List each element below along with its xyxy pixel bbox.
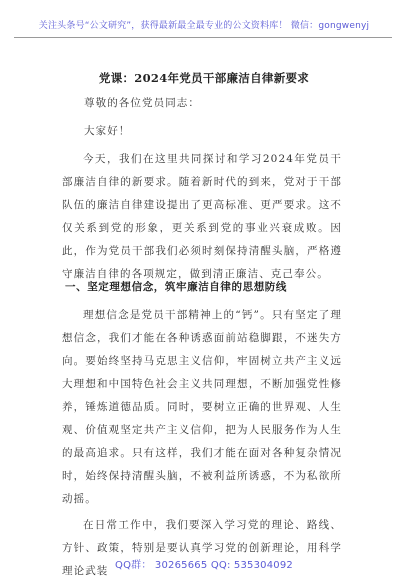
- paragraph-daily-work: 在日常工作中，我们要深入学习党的理论、路线、方针、政策，特别是要认真学习党的创新理论，用科学理论武装: [62, 519, 342, 577]
- header-banner: 关注头条号“公文研究”，获得最新最全最专业的公文资料库！ 微信：gongwenyj: [38, 21, 370, 31]
- paragraph-intro: 今天，我们在这里共同探讨和学习2024年党员干部廉洁自律的新要求。随着新时代的到来，党对于干部队伍的廉洁自律建设提出了更高标准、更严要求。这不仅关系到党的形象，更关系到党的事业兴衰成败。因此，作为党员干部我们必须时刻保持清醒头脑，严格遵守廉洁自律的各项规定，做到清正廉洁、克己奉公。: [62, 153, 342, 280]
- greeting: 大家好！: [84, 125, 131, 137]
- salutation: 尊敬的各位党员同志：: [84, 97, 200, 109]
- document-title: 党课：2024年党员干部廉洁自律新要求: [98, 71, 310, 85]
- header-divider: [14, 37, 392, 38]
- paragraph-ideals: 理想信念是党员干部精神上的“钙”。只有坚定了理想信念，我们才能在各种诱惑面前站稳脚跟，不迷失方向。要始终坚持马克思主义信仰，牢固树立共产主义远大理想和中国特色社会主义共同理想，不断加强党性修养，锤炼道德品质。同时，要树立正确的世界观、人生观、价值观坚定共产主义信仰，把为人民服务作为人生的最高追求。只有这样，我们才能在面对各种复杂情况时，始终保持清醒头脑，不被利益所诱惑，不为私欲所动摇。: [62, 309, 342, 505]
- section-heading: 一、坚定理想信念，筑牢廉洁自律的思想防线: [65, 281, 287, 293]
- footer-contact: QQ群： 30265665 QQ: 535304092: [115, 560, 293, 571]
